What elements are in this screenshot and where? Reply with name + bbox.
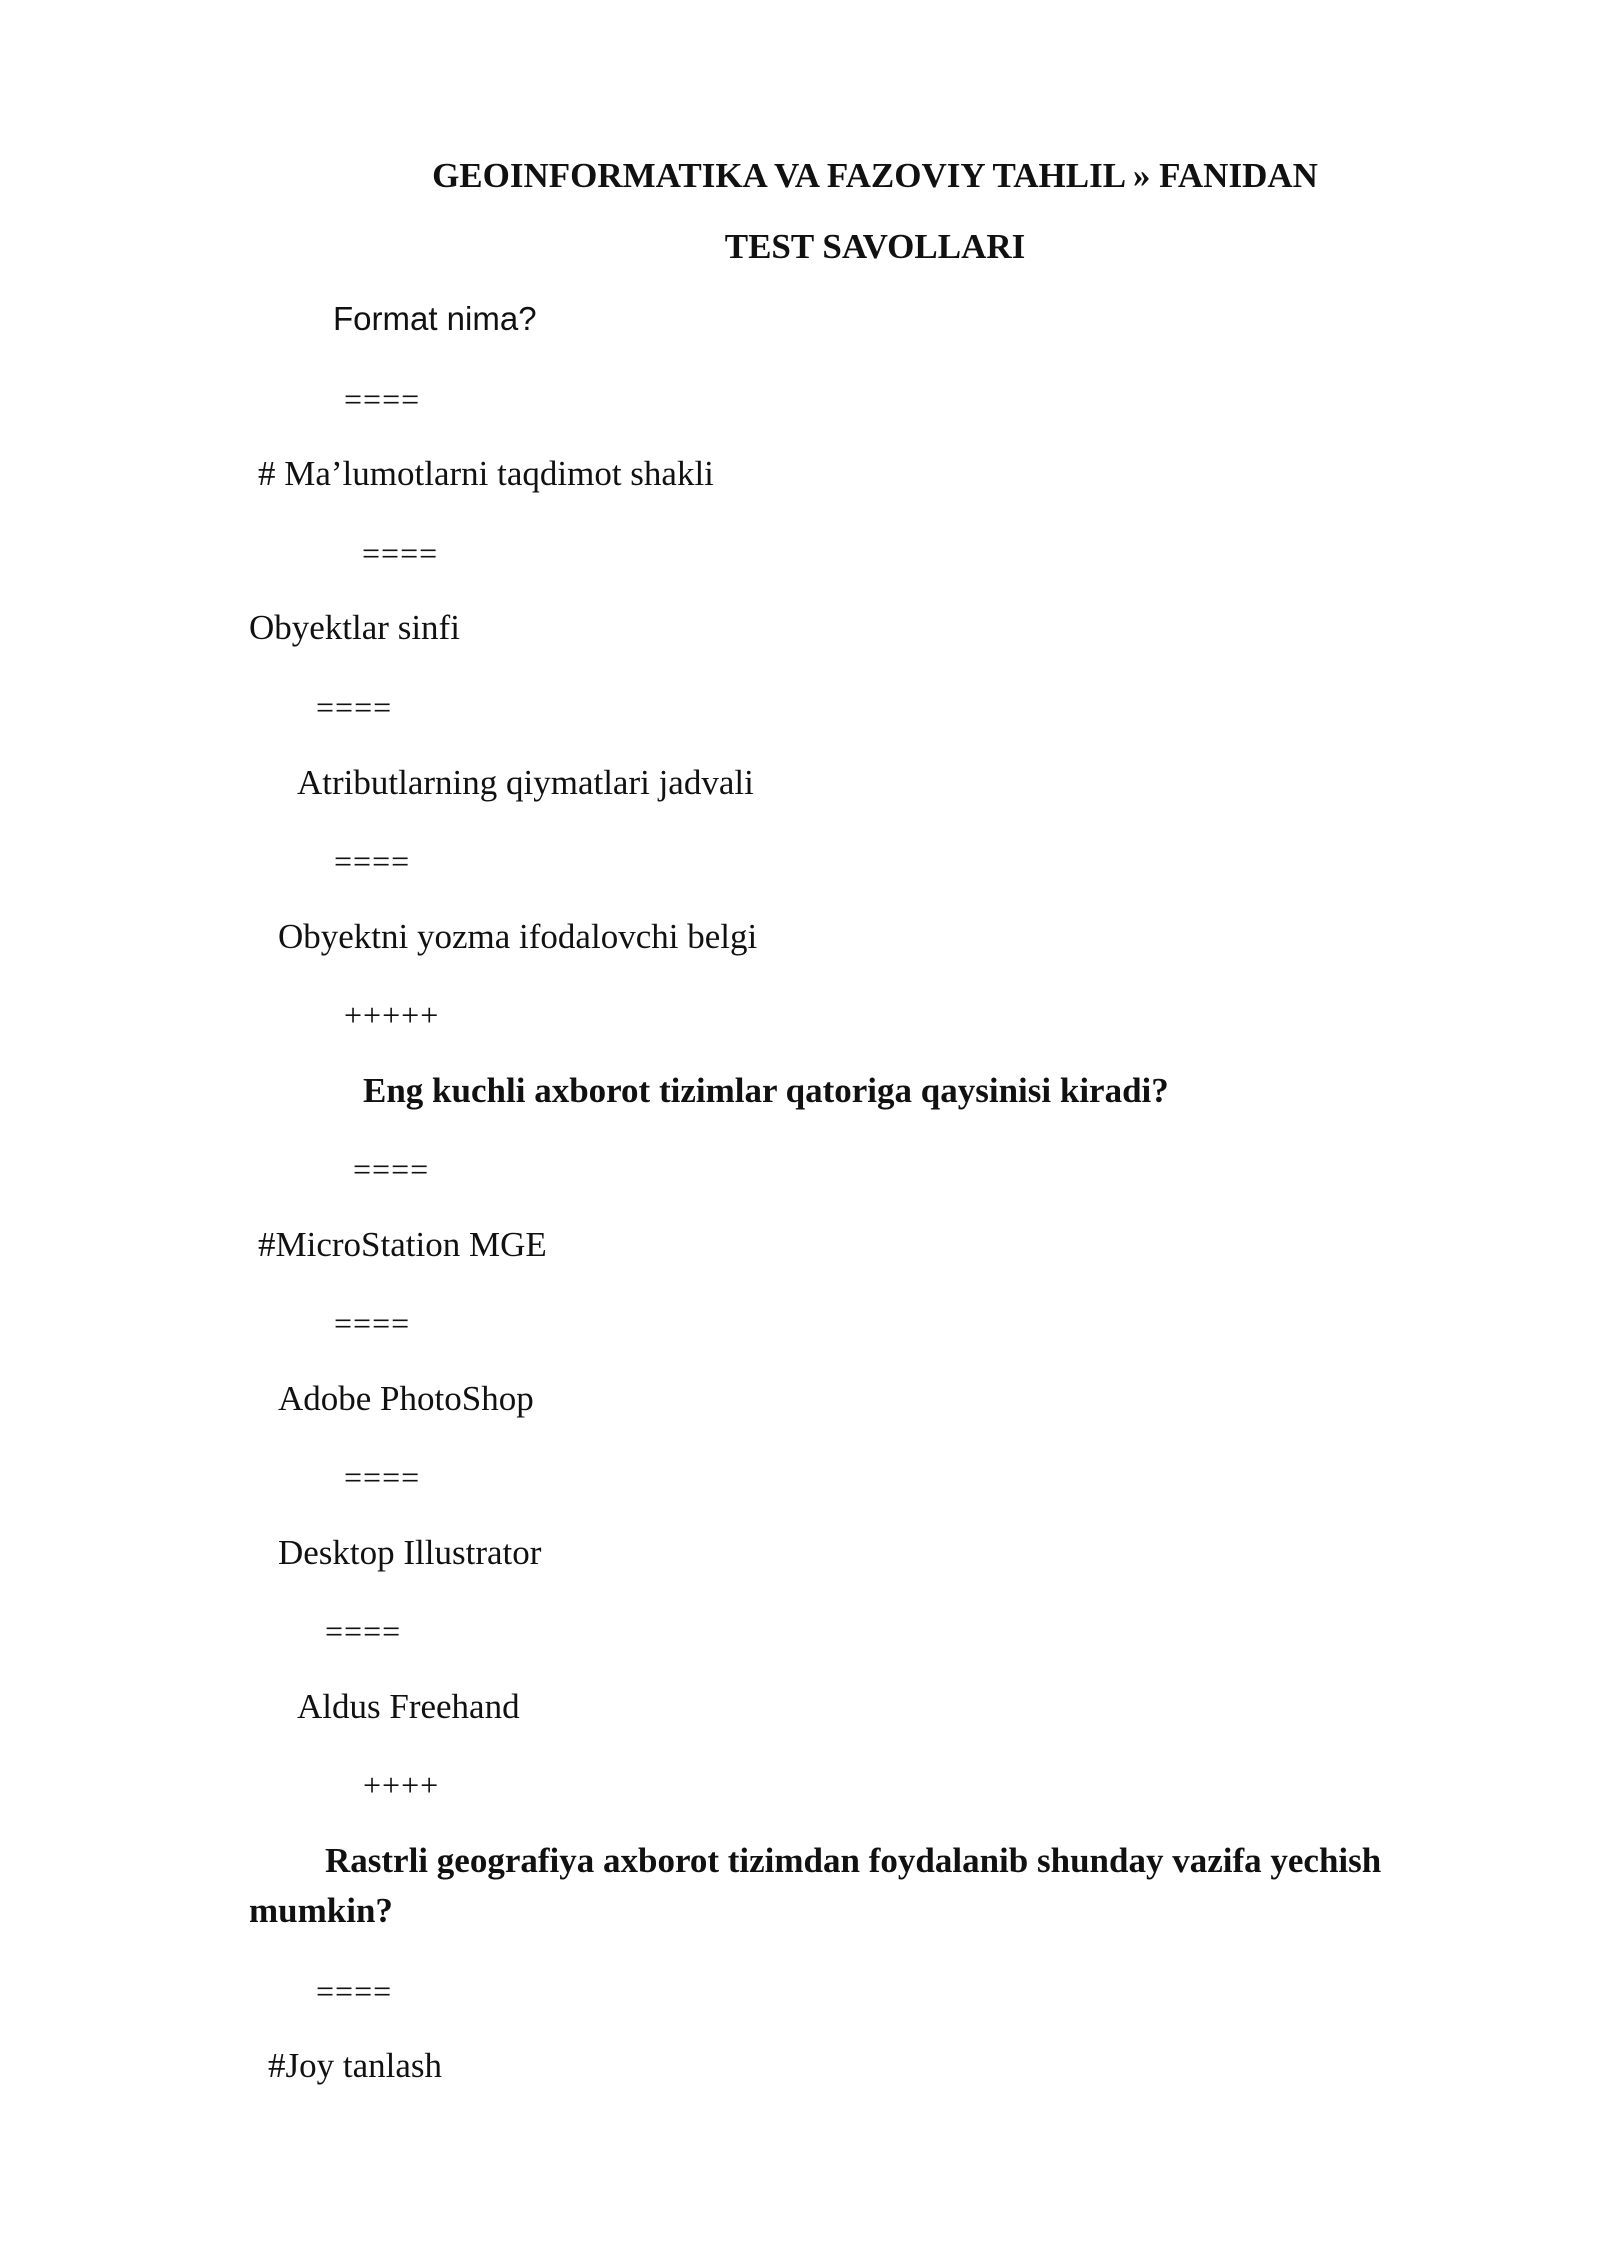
answer-separator: ==== bbox=[362, 535, 439, 571]
answer-option: #Joy tanlash bbox=[268, 2046, 443, 2085]
answer-separator: ==== bbox=[334, 1305, 411, 1341]
answer-separator: ==== bbox=[353, 1151, 430, 1187]
document-title-line-1: GEOINFORMATIKA VA FAZOVIY TAHLIL » FANIDAN bbox=[432, 156, 1318, 195]
answer-separator: ==== bbox=[316, 1973, 393, 2009]
question-end-marker: +++++ bbox=[344, 997, 440, 1033]
answer-option: Obyektlar sinfi bbox=[249, 608, 460, 647]
answer-option: Aldus Freehand bbox=[297, 1687, 520, 1726]
document-title-line-2: TEST SAVOLLARI bbox=[724, 227, 1026, 266]
answer-option: Atributlarning qiymatlari jadvali bbox=[297, 763, 754, 802]
answer-separator: ==== bbox=[344, 1459, 421, 1495]
question-end-marker: ++++ bbox=[363, 1767, 440, 1803]
answer-option: Obyektni yozma ifodalovchi belgi bbox=[278, 917, 758, 956]
answer-option: Adobe PhotoShop bbox=[278, 1379, 534, 1418]
answer-separator: ==== bbox=[334, 843, 411, 879]
question-3-text-line-2: mumkin? bbox=[249, 1891, 393, 1930]
question-3-text-line-1: Rastrli geografiya axborot tizimdan foydalanib shunday vazifa yechish bbox=[325, 1841, 1382, 1880]
question-1-text: Format nima? bbox=[333, 300, 537, 337]
answer-option: Desktop Illustrator bbox=[278, 1533, 542, 1572]
answer-separator: ==== bbox=[344, 381, 421, 417]
question-2-text: Eng kuchli axborot tizimlar qatoriga qaysinisi kiradi? bbox=[363, 1071, 1169, 1110]
answer-option: #MicroStation MGE bbox=[258, 1225, 547, 1264]
answer-option: # Ma’lumotlarni taqdimot shakli bbox=[258, 454, 714, 493]
answer-separator: ==== bbox=[325, 1613, 402, 1649]
answer-separator: ==== bbox=[316, 689, 393, 725]
